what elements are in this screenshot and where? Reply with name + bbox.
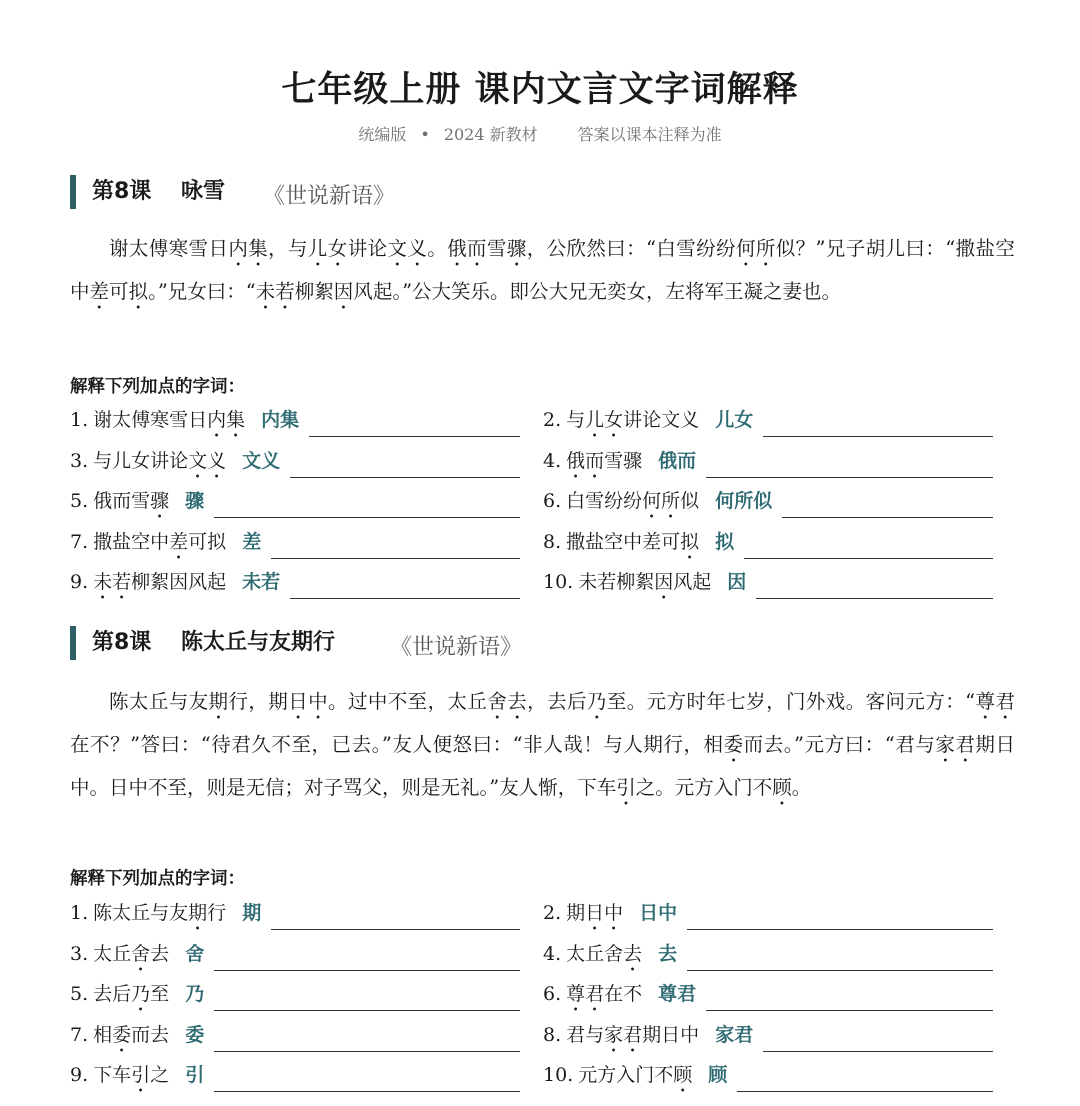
- question-number: 5.: [70, 983, 89, 1005]
- question-number: 3.: [70, 449, 89, 472]
- emphasized-text: 拟: [680, 530, 700, 553]
- emphasized-text: 乃: [586, 690, 607, 713]
- question-item: [70, 979, 520, 1015]
- target-word: 因: [727, 571, 747, 593]
- text-segment: 太丘: [93, 942, 132, 965]
- question-number: 2.: [543, 902, 562, 924]
- text-segment: 而去: [131, 1023, 170, 1046]
- text-segment: 去: [150, 942, 170, 965]
- question-number: 4.: [543, 449, 562, 472]
- emphasized-text: 文义: [188, 449, 227, 472]
- question-number: 6.: [543, 983, 562, 1005]
- emphasized-text: 乃: [131, 983, 151, 1005]
- text-segment: 讲论文义: [623, 409, 700, 431]
- answer-blank[interactable]: [782, 517, 993, 518]
- target-word: 文义: [242, 449, 281, 472]
- question-phrase: [93, 409, 245, 431]
- question-number: 1.: [70, 902, 89, 924]
- answer-blank[interactable]: [290, 477, 520, 478]
- text-segment: 。: [427, 237, 448, 260]
- answer-blank[interactable]: [271, 558, 520, 559]
- text-segment: 可拟: [188, 530, 227, 553]
- text-segment: 撒盐空中差可: [566, 530, 681, 553]
- target-word: 差: [242, 530, 262, 553]
- page-title: 七年级上册 课内文言文字词解释: [281, 70, 799, 110]
- text-segment: 之。元方入门不: [635, 776, 773, 799]
- target-word: 拟: [715, 530, 735, 553]
- question-item: [543, 486, 993, 522]
- emphasized-text: 儿女: [307, 237, 348, 260]
- lesson-source: 《世说新语》: [263, 184, 396, 209]
- question-item: [543, 527, 993, 563]
- answer-blank[interactable]: [706, 477, 993, 478]
- answer-blank[interactable]: [214, 970, 520, 971]
- text-segment: 风起。”公大笑乐。即公大兄无奕女，左将军王凝之妻也。: [353, 280, 842, 303]
- emphasized-text: 骤: [150, 490, 170, 512]
- text-segment: 去后: [93, 983, 132, 1005]
- question-item: [70, 486, 520, 522]
- question-phrase: [566, 1024, 699, 1046]
- question-number: 6.: [543, 490, 562, 512]
- answer-blank[interactable]: [756, 598, 993, 599]
- text-segment: 与儿女讲论: [93, 449, 189, 472]
- answer-blank[interactable]: [214, 1051, 520, 1052]
- emphasized-text: 家君: [935, 733, 976, 756]
- question-phrase: [566, 943, 642, 965]
- answer-blank[interactable]: [271, 929, 520, 930]
- emphasized-text: 因: [333, 280, 354, 303]
- text-segment: 下车: [93, 1064, 132, 1086]
- question-item: [70, 567, 520, 603]
- text-segment: 白雪纷纷: [566, 490, 643, 512]
- target-word: 日中: [639, 902, 678, 924]
- edition-label: 统编版: [358, 125, 407, 144]
- text-segment: 在不: [604, 983, 643, 1005]
- emphasized-text: 去: [623, 942, 643, 965]
- question-item: [70, 405, 520, 441]
- text-segment: 雪骤: [604, 449, 643, 472]
- question-item: [543, 446, 993, 482]
- emphasized-text: 尊君: [975, 690, 1015, 713]
- question-phrase: [93, 943, 169, 965]
- exercise-instruction: 解释下列加点的字词：: [70, 869, 245, 889]
- emphasized-text: 引: [131, 1064, 151, 1086]
- text-segment: 期: [566, 902, 586, 924]
- question-number: 2.: [543, 409, 562, 431]
- question-item: [70, 446, 520, 482]
- answer-blank[interactable]: [214, 517, 520, 518]
- emphasized-text: 日中: [585, 902, 624, 924]
- separator-dot: •: [420, 125, 430, 144]
- text-segment: 之: [150, 1064, 170, 1086]
- text-segment: 至: [150, 983, 170, 1005]
- answer-blank[interactable]: [744, 558, 993, 559]
- question-phrase: [93, 531, 226, 553]
- question-number: 5.: [70, 490, 89, 512]
- emphasized-text: 舍: [487, 690, 508, 713]
- text-segment: 至。元方时年七岁，门外戏。客问元方：“: [606, 690, 976, 713]
- question-number: 10.: [543, 1064, 574, 1086]
- question-phrase: [578, 1064, 692, 1086]
- answer-blank[interactable]: [214, 1091, 520, 1092]
- question-item: [543, 405, 993, 441]
- question-item: [543, 1060, 993, 1096]
- text-segment: 君与: [566, 1023, 605, 1046]
- text-segment: 撒盐空中: [93, 530, 170, 553]
- question-phrase: [578, 571, 711, 593]
- question-item: [543, 939, 993, 975]
- question-number: 10.: [543, 571, 574, 593]
- emphasized-text: 顾: [673, 1064, 693, 1086]
- question-number: 7.: [70, 1023, 89, 1046]
- text-segment: 可: [109, 280, 129, 303]
- text-segment: 柳絮: [294, 280, 334, 303]
- question-phrase: [566, 902, 623, 924]
- text-segment: 期日中。日中不至，则是无信；对子骂父，则是无礼。”友人惭，下车: [70, 733, 1015, 799]
- question-number: 7.: [70, 530, 89, 553]
- text-segment: 似: [775, 237, 796, 260]
- question-phrase: [566, 450, 642, 472]
- emphasized-text: 内集: [207, 409, 246, 431]
- text-segment: 行: [207, 902, 227, 924]
- lesson-title: 咏雪: [181, 179, 226, 204]
- question-phrase: [566, 490, 699, 512]
- passage-text: [70, 228, 1015, 314]
- target-word: 去: [658, 942, 678, 965]
- question-item: [70, 898, 520, 934]
- text-segment: 柳絮因风起: [131, 571, 227, 593]
- emphasized-text: 内集: [228, 237, 269, 260]
- question-phrase: [93, 450, 226, 472]
- text-segment: 谢太傅寒雪日: [109, 237, 229, 260]
- emphasized-text: 委: [723, 733, 744, 756]
- text-segment: 而去。”元方曰：“君与: [743, 733, 936, 756]
- text-segment: ，与: [268, 237, 308, 260]
- text-segment: 谢太傅寒雪日: [93, 409, 208, 431]
- target-word: 尊君: [658, 983, 697, 1005]
- answer-note: 答案以课本注释为准: [577, 125, 722, 144]
- text-segment: ，去后: [527, 690, 587, 713]
- target-word: 期: [242, 902, 262, 924]
- answer-blank[interactable]: [290, 598, 520, 599]
- emphasized-text: 俄而: [447, 237, 487, 260]
- question-phrase: [93, 1064, 169, 1086]
- target-word: 儿女: [715, 409, 754, 431]
- target-word: 未若: [242, 571, 281, 593]
- emphasized-text: 儿女: [585, 409, 624, 431]
- lesson-source: 《世说新语》: [390, 635, 523, 660]
- text-segment: 。过中不至，太丘: [328, 690, 488, 713]
- target-word: 家君: [715, 1023, 754, 1046]
- question-number: 9.: [70, 1064, 89, 1086]
- answer-blank[interactable]: [214, 1010, 520, 1011]
- text-segment: ，公欣然曰：“白雪纷纷: [526, 237, 736, 260]
- lesson-number: 第8课: [92, 630, 152, 655]
- text-segment: 与: [566, 409, 586, 431]
- question-item: [70, 1060, 520, 1096]
- text-segment: 期日中: [642, 1023, 700, 1046]
- text-segment: 元方入门不: [578, 1064, 674, 1086]
- text-segment: 行，: [228, 690, 269, 713]
- emphasized-text: 日中: [288, 690, 329, 713]
- emphasized-text: 俄而: [566, 449, 605, 472]
- year-label: 2024 新教材: [443, 125, 538, 144]
- text-segment: 似: [680, 490, 700, 512]
- text-segment: 风起: [673, 571, 712, 593]
- text-segment: 太丘舍: [566, 942, 624, 965]
- target-word: 内集: [261, 409, 300, 431]
- target-word: 俄而: [658, 449, 697, 472]
- emphasized-text: 舍: [131, 942, 151, 965]
- emphasized-text: 何所: [735, 237, 776, 260]
- question-item: [543, 1020, 993, 1056]
- section-accent-bar: [70, 626, 76, 660]
- question-item: [70, 939, 520, 975]
- section-header: [70, 175, 970, 211]
- text-segment: 未若柳絮: [578, 571, 655, 593]
- target-word: 乃: [185, 983, 205, 1005]
- answer-blank[interactable]: [687, 929, 993, 930]
- emphasized-text: 差: [169, 530, 189, 553]
- question-number: 8.: [543, 530, 562, 553]
- question-number: 4.: [543, 942, 562, 965]
- text-segment: 期: [268, 690, 289, 713]
- answer-blank[interactable]: [309, 436, 520, 437]
- target-word: 委: [185, 1023, 205, 1046]
- text-segment: 俄而雪: [93, 490, 151, 512]
- text-segment: 陈太丘与友: [109, 690, 209, 713]
- question-item: [70, 1020, 520, 1056]
- text-segment: 陈太丘与友: [93, 902, 189, 924]
- answer-blank[interactable]: [737, 1091, 993, 1092]
- question-phrase: [93, 983, 169, 1005]
- answer-blank[interactable]: [706, 1010, 993, 1011]
- text-segment: 讲论: [347, 237, 388, 260]
- question-phrase: [566, 409, 699, 431]
- answer-blank[interactable]: [687, 970, 993, 971]
- text-segment: 雪: [486, 237, 507, 260]
- lesson-number: 第8课: [92, 179, 152, 204]
- emphasized-text: 拟: [128, 280, 149, 303]
- question-phrase: [566, 531, 699, 553]
- question-number: 1.: [70, 409, 89, 431]
- text-segment: 。”兄女曰：“: [148, 280, 256, 303]
- section-accent-bar: [70, 175, 76, 209]
- emphasized-text: 未若: [93, 571, 132, 593]
- lesson-title: 陈太丘与友期行: [181, 630, 336, 655]
- text-segment: 在不？”答曰：“待君久不至，已去。”友人便怒曰：“非人哉！与人期行，相: [70, 733, 724, 756]
- emphasized-text: 因: [654, 571, 674, 593]
- question-number: 8.: [543, 1023, 562, 1046]
- question-number: 9.: [70, 571, 89, 593]
- target-word: 引: [185, 1064, 205, 1086]
- emphasized-text: 差: [89, 280, 110, 303]
- question-phrase: [93, 490, 169, 512]
- emphasized-text: 委: [112, 1023, 132, 1046]
- question-item: [70, 527, 520, 563]
- emphasized-text: 家君: [604, 1023, 643, 1046]
- emphasized-text: 引: [616, 776, 636, 799]
- question-phrase: [93, 1024, 169, 1046]
- passage-text: [70, 681, 1015, 810]
- answer-blank[interactable]: [763, 436, 993, 437]
- emphasized-text: 尊君: [566, 983, 605, 1005]
- emphasized-text: 期: [208, 690, 229, 713]
- question-phrase: [93, 902, 226, 924]
- emphasized-text: 文义: [387, 237, 428, 260]
- question-number: 3.: [70, 942, 89, 965]
- target-word: 骤: [185, 490, 205, 512]
- question-phrase: [93, 571, 226, 593]
- question-phrase: [566, 983, 642, 1005]
- text-segment: 。: [791, 776, 812, 799]
- emphasized-text: 未若: [255, 280, 295, 303]
- target-word: 舍: [185, 942, 205, 965]
- emphasized-text: 期: [188, 902, 208, 924]
- emphasized-text: 去: [507, 690, 528, 713]
- question-item: [543, 979, 993, 1015]
- question-item: [543, 898, 993, 934]
- target-word: 顾: [708, 1064, 728, 1086]
- emphasized-text: 骤: [506, 237, 527, 260]
- subtitle: [0, 122, 1080, 145]
- target-word: 何所似: [715, 490, 773, 512]
- emphasized-text: 顾: [772, 776, 792, 799]
- emphasized-text: 何所: [642, 490, 681, 512]
- text-segment: ？”兄子胡儿曰：“撒盐空中: [70, 237, 1015, 303]
- section-header: [70, 626, 970, 662]
- exercise-instruction: 解释下列加点的字词：: [70, 377, 245, 397]
- text-segment: 相: [93, 1023, 113, 1046]
- answer-blank[interactable]: [763, 1051, 993, 1052]
- question-item: [543, 567, 993, 603]
